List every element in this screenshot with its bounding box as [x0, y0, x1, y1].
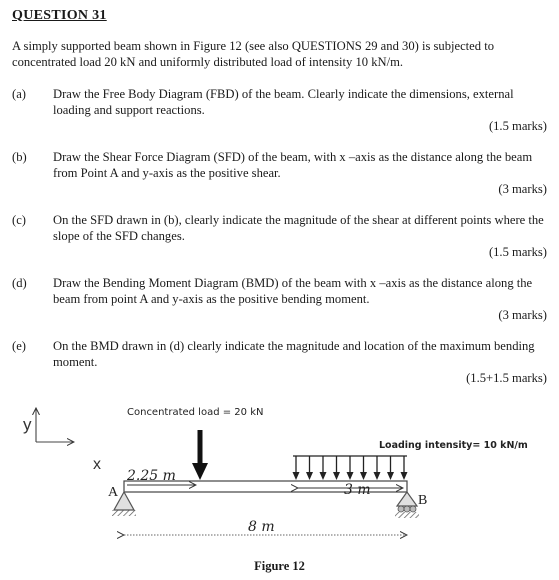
part-label: (e)	[12, 339, 26, 353]
support-a-label: A	[108, 485, 119, 500]
udl-arrow-head	[293, 472, 300, 480]
concentrated-load-label: Concentrated load = 20 kN	[127, 407, 264, 418]
part-label: (d)	[12, 276, 27, 290]
part-label: (c)	[12, 213, 26, 227]
part-marks: (1.5 marks)	[488, 245, 547, 259]
concentrated-load-arrowhead	[192, 463, 208, 480]
udl-label: Loading intensity= 10 kN/m	[379, 440, 528, 451]
beam-diagram	[0, 390, 559, 558]
y-axis-label: y	[23, 415, 32, 434]
part-marks: (3 marks)	[498, 308, 547, 322]
dim-udl-length-label: 3 m	[344, 482, 371, 498]
question-intro: A simply supported beam shown in Figure 12 (see also QUESTIONS 29 and 30) is subjected to concentrated load 20 kN and uniformly distributed load of intensity 10 kN/m.	[12, 39, 495, 69]
udl-arrow-head	[360, 472, 367, 480]
dim-span-label: 8 m	[248, 519, 275, 535]
part-text: Draw the Free Body Diagram (FBD) of the beam. Clearly indicate the dimensions, external loading and support reactions.	[53, 87, 514, 117]
dim-load-position-label: 2.25 m	[127, 468, 176, 484]
udl-arrow-head	[374, 472, 381, 480]
part-text: Draw the Bending Moment Diagram (BMD) of the beam with x –axis as the distance along the beam from point A and y-axis as the positive bending moment.	[53, 276, 533, 306]
part-marks: (3 marks)	[498, 182, 547, 196]
part-text: On the SFD drawn in (b), clearly indicate the magnitude of the shear at different points where the slope of the SFD changes.	[53, 213, 544, 243]
part-label: (a)	[12, 87, 26, 101]
figure-caption: Figure 12	[254, 559, 305, 573]
udl-arrow-head	[320, 472, 327, 480]
part-label: (b)	[12, 150, 27, 164]
coordinate-axes	[23, 408, 101, 473]
x-axis-label: x	[93, 456, 101, 473]
part-marks: (1.5+1.5 marks)	[466, 371, 547, 385]
support-b-label: B	[418, 493, 428, 508]
udl-arrow-head	[347, 472, 354, 480]
udl-arrow-head	[306, 472, 313, 480]
support-b-roller	[395, 492, 419, 518]
part-marks: (1.5 marks)	[488, 119, 547, 133]
part-text: Draw the Shear Force Diagram (SFD) of the beam, with x –axis as the distance along the beam from Point A and y-axis as the positive shear.	[53, 150, 533, 180]
question-title: QUESTION 31	[12, 8, 107, 23]
udl-arrow-head	[387, 472, 394, 480]
udl-arrow-head	[401, 472, 408, 480]
part-text: On the BMD drawn in (d) clearly indicate the magnitude and location of the maximum bending moment.	[53, 339, 535, 369]
udl-arrows	[293, 456, 408, 480]
udl-arrow-head	[333, 472, 340, 480]
